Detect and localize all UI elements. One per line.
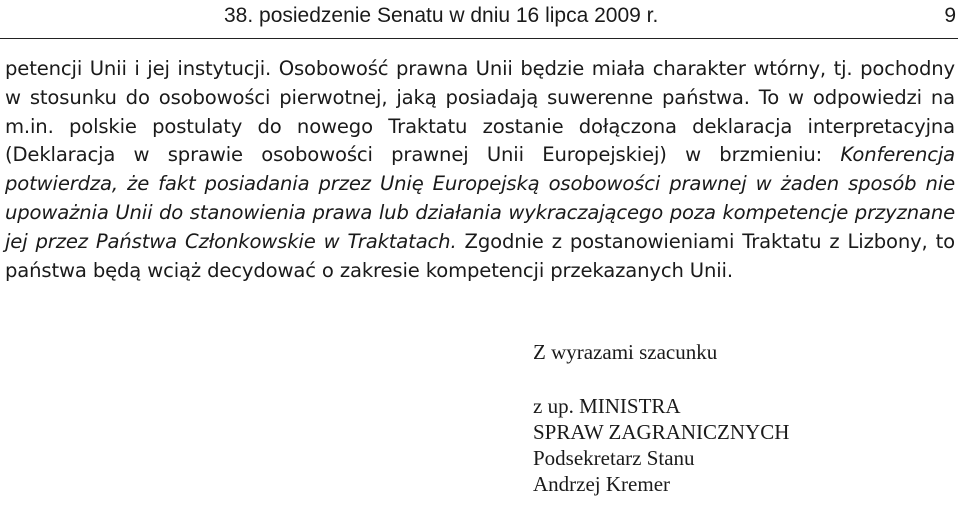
body-intro-text: petencji Unii i jej instytucji. Osobowość prawna Unii będzie miała charakter wtórny, tj. pochodny w stosunku do osobowości pierwotnej, jaką posiadają suwerenne państwa. To w odpowiedzi na m.in. polskie postulaty do nowego Traktatu zostanie dołączona deklaracja interpretacyjna (Deklaracja w sprawie osobowości prawnej Unii Europejskiej) w brzmieniu: [5, 57, 955, 167]
signature-line-ministry: SPRAW ZAGRANICZNYCH [533, 420, 790, 444]
body-outro-text: Zgodnie z postanowieniami Traktatu z Lizbony, to państwa będą wciąż decydować o zakresie kompetencji przekazanych Unii. [5, 229, 955, 282]
header-title: 38. posiedzenie Senatu w dniu 16 lipca 2009 r. [224, 4, 659, 27]
body-paragraph [5, 55, 955, 285]
signature-line-on-behalf: z up. MINISTRA [533, 394, 681, 418]
signature-block [533, 339, 789, 497]
signatory-name: Andrzej Kremer [533, 472, 671, 496]
signature-line-position: Podsekretarz Stanu [533, 446, 695, 470]
declaration-quote: Konferencja potwierdza, że fakt posiadania przez Unię Europejską osobowości prawnej w żaden sposób nie upoważnia Unii do stanowienia prawa lub działania wykraczającego poza kompetencje przyznane jej przez Państwa Członkowskie w Traktatach. [5, 143, 955, 253]
page-number: 9 [944, 4, 956, 27]
closing-phrase: Z wyrazami szacunku [533, 340, 718, 364]
page-header [0, 0, 958, 39]
